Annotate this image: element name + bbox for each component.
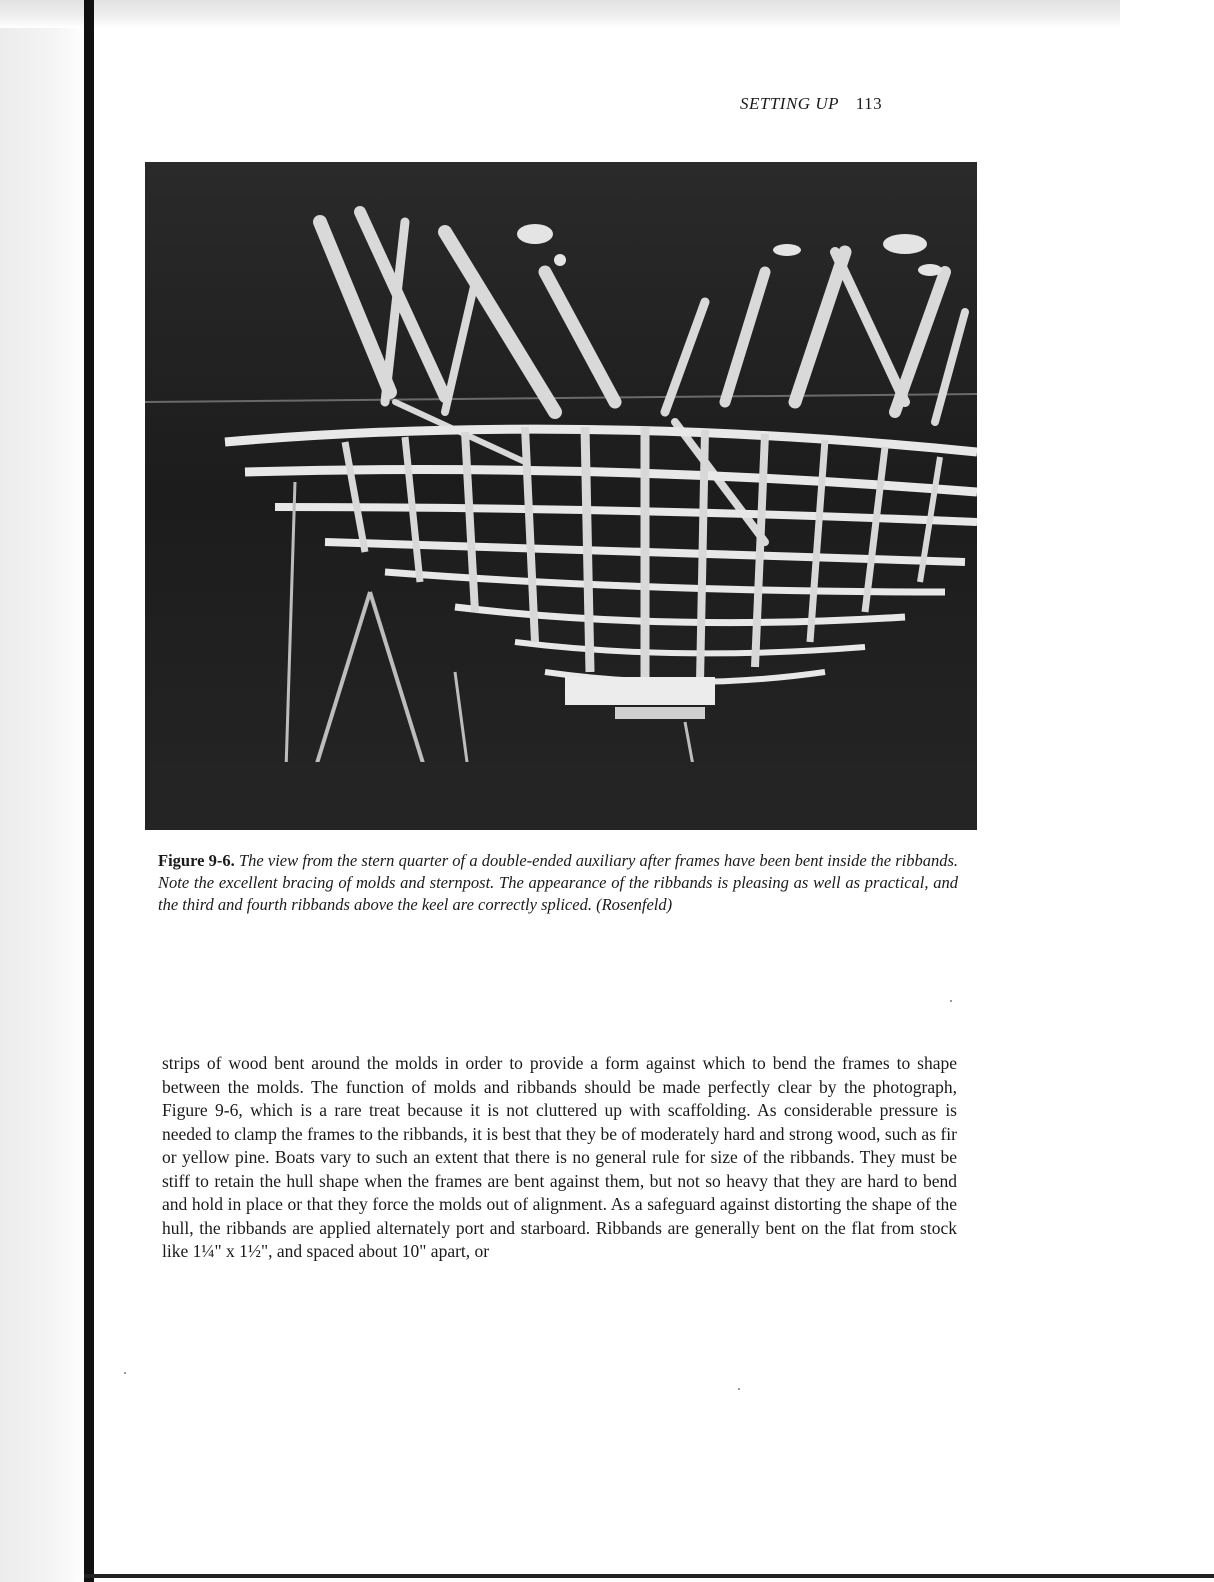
body-paragraph: strips of wood bent around the molds in order to provide a form against which to bend the frames to shape between the molds. The function of molds and ribbands should be made perfectly clear by the photograph, Figure 9-6, which is a rare treat because it is not cluttered up with scaffolding. As considerable pressure is needed to clamp the frames to the ribbands, it is best that they be of moderately hard and strong wood, such as fir or yellow pine. Boats vary to such an extent that there is no general rule for size of the ribbands. They must be stiff to retain the hull shape when the frames are bent against them, but not so heavy that they are hard to bend and hold in place or that they force the molds out of alignment. As a safeguard against distorting the shape of the hull, the ribbands are applied alternately port and starboard. Ribbands are generally bent on the flat from stock like 1¼" x 1½", and spaced about 10" apart, or	[162, 1053, 957, 1261]
hull-frames-illustration	[145, 162, 977, 830]
page-number: 113	[855, 94, 883, 113]
figure-caption-text: The view from the stern quarter of a double-ended auxiliary after frames have been bent inside the ribbands. Note the excellent bracing of molds and sternpost. The appearance of the ribbands is pleasing as well as practical, and the third and fourth ribbands above the keel are correctly spliced. (Rosenfeld)	[158, 851, 959, 914]
running-head-title: SETTING UP	[740, 94, 839, 113]
scan-binding-edge	[84, 0, 94, 1582]
scan-bottom-edge	[84, 1574, 1214, 1578]
figure-caption	[158, 850, 958, 916]
scan-speck	[738, 1388, 740, 1390]
body-text	[162, 1052, 957, 1264]
figure-photograph	[145, 162, 977, 830]
scan-speck	[950, 1000, 952, 1002]
scan-margin-shadow	[0, 0, 86, 1582]
scan-top-shadow	[0, 0, 1120, 28]
figure-label: Figure 9-6.	[158, 851, 235, 870]
running-head	[740, 94, 990, 114]
scan-speck	[124, 1372, 126, 1374]
